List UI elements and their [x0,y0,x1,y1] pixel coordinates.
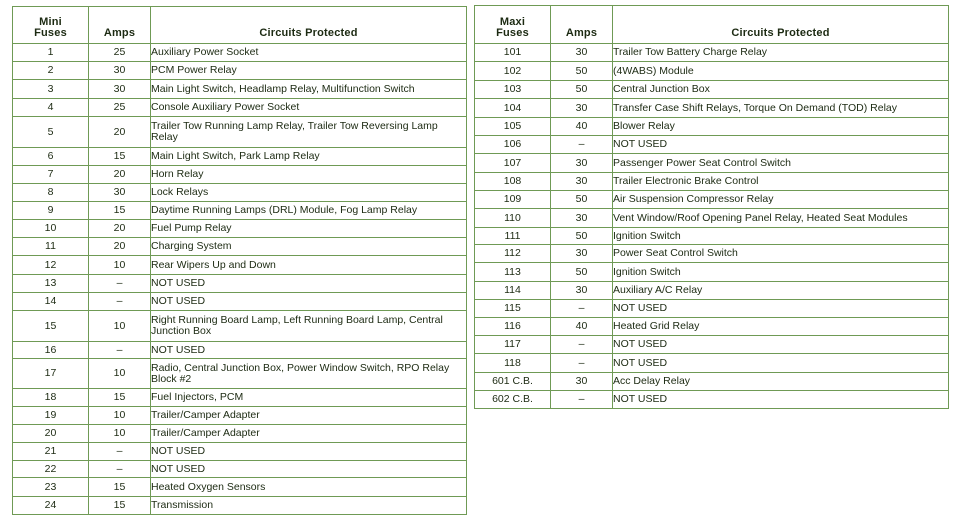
maxi-fuse-row [475,263,949,282]
fuse-number: 107 [475,154,551,173]
fuse-circuit: Transmission [151,497,467,515]
maxi-fuses-header [475,6,551,44]
fuse-number: 118 [475,354,551,373]
fuse-amps: 50 [551,228,613,245]
fuse-number: 6 [13,148,89,166]
fuse-circuit: Rear Wipers Up and Down [151,256,467,275]
mini-fuses-header-line1: Mini [39,16,62,28]
mini-fuse-row [13,311,467,342]
fuse-amps: 30 [551,209,613,228]
mini-fuse-row [13,461,467,478]
fuse-amps: – [89,342,151,359]
mini-fuse-row [13,202,467,220]
mini-fuse-row [13,407,467,425]
fuse-number: 13 [13,275,89,293]
fuse-circuit: Trailer Electronic Brake Control [613,173,949,191]
fuse-circuit: Console Auxiliary Power Socket [151,99,467,117]
maxi-fuse-row [475,154,949,173]
mini-fuses-header [13,7,89,44]
fuse-circuit: Horn Relay [151,166,467,184]
fuse-amps: 50 [551,191,613,209]
maxi-fuse-row [475,44,949,62]
maxi-circuits-header: Circuits Protected [613,6,949,44]
fuse-amps: 30 [551,44,613,62]
fuse-circuit: Fuel Pump Relay [151,220,467,238]
fuse-number: 117 [475,336,551,354]
fuse-number: 19 [13,407,89,425]
fuse-circuit: Ignition Switch [613,228,949,245]
mini-fuse-row [13,220,467,238]
fuse-circuit: Ignition Switch [613,263,949,282]
fuse-amps: 30 [89,184,151,202]
maxi-fuse-table [474,5,949,409]
fuse-amps: 20 [89,166,151,184]
fuse-number: 602 C.B. [475,391,551,409]
fuse-amps: – [89,443,151,461]
fuse-circuit: NOT USED [613,391,949,409]
fuse-number: 114 [475,282,551,300]
fuse-amps: 50 [551,62,613,81]
mini-fuse-row [13,256,467,275]
fuse-circuit: NOT USED [613,336,949,354]
fuse-circuit: Central Junction Box [613,81,949,99]
fuse-number: 3 [13,80,89,99]
fuse-circuit: Daytime Running Lamps (DRL) Module, Fog Lamp Relay [151,202,467,220]
fuse-circuit: Main Light Switch, Park Lamp Relay [151,148,467,166]
fuse-circuit: Auxiliary Power Socket [151,44,467,62]
fuse-number: 103 [475,81,551,99]
mini-fuse-row [13,184,467,202]
fuse-amps: 20 [89,220,151,238]
fuse-number: 106 [475,136,551,154]
fuse-number: 4 [13,99,89,117]
maxi-fuse-row [475,245,949,263]
fuse-amps: 10 [89,256,151,275]
fuse-number: 104 [475,99,551,118]
fuse-circuit: Acc Delay Relay [613,373,949,391]
fuse-amps: – [551,391,613,409]
fuse-number: 110 [475,209,551,228]
fuse-circuit: NOT USED [151,443,467,461]
mini-fuse-row [13,342,467,359]
fuse-circuit: NOT USED [151,461,467,478]
maxi-fuse-row [475,173,949,191]
maxi-fuse-row [475,282,949,300]
maxi-fuse-row [475,318,949,336]
mini-fuse-row [13,443,467,461]
fuse-amps: 40 [551,318,613,336]
maxi-fuse-row [475,300,949,318]
fuse-number: 1 [13,44,89,62]
fuse-circuit: Main Light Switch, Headlamp Relay, Multifunction Switch [151,80,467,99]
fuse-circuit: Trailer/Camper Adapter [151,425,467,443]
fuse-circuit: NOT USED [151,342,467,359]
maxi-amps-header: Amps [551,6,613,44]
fuse-amps: – [89,461,151,478]
fuse-amps: 40 [551,118,613,136]
mini-fuse-row [13,275,467,293]
fuse-number: 2 [13,62,89,80]
fuse-circuit: NOT USED [613,136,949,154]
mini-circuits-header: Circuits Protected [151,7,467,44]
maxi-fuse-row [475,191,949,209]
mini-fuse-row [13,389,467,407]
fuse-number: 109 [475,191,551,209]
fuse-amps: – [89,275,151,293]
fuse-number: 10 [13,220,89,238]
maxi-fuse-row [475,336,949,354]
mini-fuse-row [13,359,467,389]
fuse-circuit: Passenger Power Seat Control Switch [613,154,949,173]
fuse-number: 24 [13,497,89,515]
fuse-number: 101 [475,44,551,62]
fuse-number: 12 [13,256,89,275]
fuse-number: 8 [13,184,89,202]
fuse-amps: 30 [89,62,151,80]
mini-fuse-row [13,166,467,184]
fuse-circuit: Fuel Injectors, PCM [151,389,467,407]
fuse-amps: 30 [551,373,613,391]
fuse-number: 7 [13,166,89,184]
fuse-amps: 10 [89,425,151,443]
maxi-fuse-row [475,391,949,409]
mini-fuse-row [13,497,467,515]
fuse-number: 5 [13,117,89,148]
fuse-number: 105 [475,118,551,136]
fuse-amps: 30 [551,99,613,118]
maxi-fuses-header-line1: Maxi [499,16,526,28]
fuse-amps: 25 [89,44,151,62]
maxi-fuse-row [475,81,949,99]
fuse-number: 113 [475,263,551,282]
maxi-fuse-row [475,99,949,118]
mini-fuse-row [13,478,467,497]
fuse-number: 17 [13,359,89,389]
maxi-fuse-row [475,354,949,373]
fuse-circuit: NOT USED [151,293,467,311]
maxi-fuse-row [475,136,949,154]
fuse-circuit: Radio, Central Junction Box, Power Window Switch, RPO Relay Block #2 [151,359,467,389]
fuse-circuit: Trailer/Camper Adapter [151,407,467,425]
fuse-number: 21 [13,443,89,461]
mini-fuse-row [13,148,467,166]
fuse-number: 14 [13,293,89,311]
mini-fuse-row [13,117,467,148]
fuse-number: 112 [475,245,551,263]
fuse-amps: – [551,300,613,318]
fuse-amps: 25 [89,99,151,117]
fuse-circuit: Right Running Board Lamp, Left Running Board Lamp, Central Junction Box [151,311,467,342]
fuse-amps: 15 [89,497,151,515]
fuse-amps: 30 [89,80,151,99]
fuse-circuit: Heated Oxygen Sensors [151,478,467,497]
fuse-number: 115 [475,300,551,318]
fuse-circuit: Power Seat Control Switch [613,245,949,263]
fuse-number: 20 [13,425,89,443]
maxi-fuse-row [475,118,949,136]
fuse-number: 15 [13,311,89,342]
fuse-amps: 10 [89,359,151,389]
fuse-amps: – [551,354,613,373]
fuse-amps: 15 [89,148,151,166]
fuse-number: 108 [475,173,551,191]
fuse-circuit: NOT USED [151,275,467,293]
fuse-circuit: PCM Power Relay [151,62,467,80]
fuse-amps: 50 [551,263,613,282]
mini-fuse-row [13,238,467,256]
fuse-number: 116 [475,318,551,336]
maxi-fuse-row [475,228,949,245]
maxi-fuse-row [475,373,949,391]
fuse-amps: 30 [551,282,613,300]
fuse-amps: 20 [89,117,151,148]
fuse-circuit: Vent Window/Roof Opening Panel Relay, Heated Seat Modules [613,209,949,228]
fuse-amps: 10 [89,407,151,425]
mini-fuses-header-line2: Fuses [34,27,67,39]
fuse-amps: 15 [89,389,151,407]
fuse-amps: – [551,336,613,354]
fuse-number: 111 [475,228,551,245]
maxi-fuse-row [475,209,949,228]
fuse-circuit: Air Suspension Compressor Relay [613,191,949,209]
mini-fuse-row [13,425,467,443]
fuse-number: 18 [13,389,89,407]
fuse-circuit: (4WABS) Module [613,62,949,81]
fuse-amps: – [89,293,151,311]
fuse-circuit: NOT USED [613,300,949,318]
fuse-circuit: Charging System [151,238,467,256]
fuse-amps: 20 [89,238,151,256]
fuse-number: 11 [13,238,89,256]
maxi-header-row [475,6,949,44]
fuse-amps: 30 [551,245,613,263]
fuse-number: 16 [13,342,89,359]
fuse-number: 102 [475,62,551,81]
mini-fuse-row [13,80,467,99]
fuse-number: 9 [13,202,89,220]
fuse-amps: 50 [551,81,613,99]
fuse-amps: 30 [551,173,613,191]
fuse-circuit: Transfer Case Shift Relays, Torque On Demand (TOD) Relay [613,99,949,118]
mini-fuse-row [13,293,467,311]
fuse-circuit: Blower Relay [613,118,949,136]
fuse-amps: 10 [89,311,151,342]
maxi-fuse-row [475,62,949,81]
fuse-amps: 15 [89,202,151,220]
fuse-amps: 30 [551,154,613,173]
maxi-fuses-header-line2: Fuses [496,27,529,39]
mini-fuse-row [13,99,467,117]
fuse-number: 601 C.B. [475,373,551,391]
fuse-amps: 15 [89,478,151,497]
mini-amps-header: Amps [89,7,151,44]
fuse-amps: – [551,136,613,154]
fuse-circuit: Lock Relays [151,184,467,202]
mini-fuse-row [13,44,467,62]
mini-fuse-row [13,62,467,80]
fuse-circuit: Auxiliary A/C Relay [613,282,949,300]
fuse-number: 23 [13,478,89,497]
fuse-number: 22 [13,461,89,478]
mini-fuse-table [12,6,467,515]
fuse-circuit: Trailer Tow Running Lamp Relay, Trailer Tow Reversing Lamp Relay [151,117,467,148]
mini-header-row [13,7,467,44]
fuse-circuit: Heated Grid Relay [613,318,949,336]
fuse-circuit: Trailer Tow Battery Charge Relay [613,44,949,62]
fuse-circuit: NOT USED [613,354,949,373]
